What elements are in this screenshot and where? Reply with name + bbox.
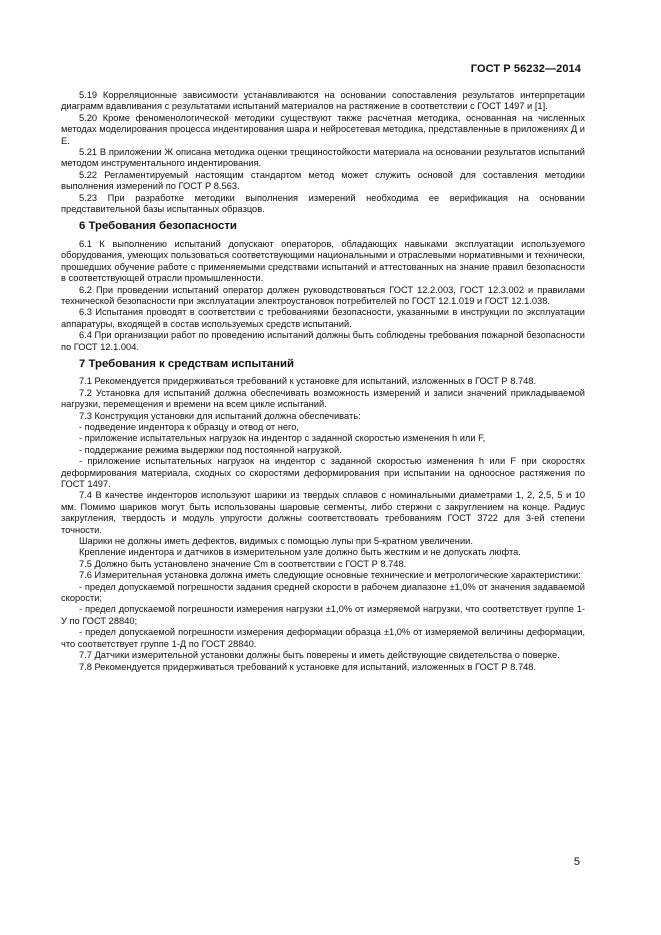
paragraph: - предел допускаемой погрешности измерения деформации образца ±1,0% от измеряемой величины деформации, что соответствует группе 1-Д по ГОСТ 28840. [61, 627, 585, 649]
standard-code-header: ГОСТ Р 56232—2014 [470, 63, 581, 75]
paragraph: 7.7 Датчики измерительной установки должны быть поверены и иметь действующие свидетельства о поверке. [79, 650, 560, 661]
paragraph: - поддержание режима выдержки под постоянной нагрузкой. [79, 444, 342, 455]
section-heading: 6 Требования безопасности [79, 220, 237, 233]
paragraph: - приложение испытательных нагрузок на индентор с заданной скоростью изменения h или F, [79, 433, 486, 444]
paragraph: 5.22 Регламентируемый настоящим стандартом метод может служить основой для составления методики выполнения измерений по ГОСТ Р 8.563. [61, 169, 585, 192]
section-heading: 7 Требования к средствам испытаний [79, 357, 295, 370]
page-number: 5 [573, 856, 580, 868]
paragraph: 5.23 При разработке методики выполнения измерений необходима ее верификация на основании представительной базы испытанных образцов. [61, 192, 585, 215]
paragraph: - предел допускаемой погрешности задания средней скорости в рабочем диапазоне ±1,0% от значения задаваемой скорости; [61, 581, 585, 604]
paragraph: 7.5 Должно быть установлено значение Cm в соответствии с ГОСТ Р 8.748. [79, 558, 407, 569]
paragraph: - предел допускаемой погрешности измерения нагрузки ±1,0% от измеряемой нагрузки, что соответствует группе 1-У по ГОСТ 28840; [61, 604, 585, 626]
paragraph: 6.4 При организации работ по проведению испытаний должны быть соблюдены требования пожарной безопасности по ГОСТ 12.1.004. [61, 330, 585, 352]
document-body [61, 90, 585, 673]
paragraph: Крепление индентора и датчиков в измерительном узле должно быть жестким и не допускать люфта. [79, 547, 521, 558]
paragraph: - приложение испытательных нагрузок на индентор с заданной скоростью изменения h или F при скоростях деформирования материала, сходных со скоростями деформирования при испытании на одноосное растяжения по ГОСТ 1497. [61, 456, 585, 489]
paragraph: 6.2 При проведении испытаний оператор должен руководствоваться ГОСТ 12.2.003, ГОСТ 12.3.002 и правилами технической безопасности при эксплуатации электроустановок потребителей по ГОСТ 12.1.019 и ГОСТ 12.1.038. [61, 284, 585, 306]
paragraph: 7.4 В качестве инденторов используют шарики из твердых сплавов с номинальными диаметрами 1, 2, 2,5, 5 и 10 мм. Помимо шариков могут быть использованы шаровые сегменты, либо стержни с закруглением на конце. Радиус закругления, твердость и модуль упругости должны соответствовать требованиям ГОСТ 3722 для 3-ей степени точности. [61, 490, 585, 535]
paragraph: 6.1 К выполнению испытаний допускают операторов, обладающих навыками эксплуатации используемого оборудования, умеющих пользоваться соответствующими национальными и отраслевыми нормативными и технически, прошедших обучение работе с применяемыми средствами испытаний и аттестованных на знание правил безопасности в соответствующей отрасли промышленности. [61, 238, 585, 284]
paragraph: 7.1 Рекомендуется придерживаться требований к установке для испытаний, изложенных в ГОСТ Р 8.748. [79, 376, 537, 387]
paragraph: 7.2 Установка для испытаний должна обеспечивать возможность измерений и записи значений прикладываемой нагрузки, перемещения и времени на всем цикле испытаний. [61, 387, 585, 410]
paragraph: 7.3 Конструкция установки для испытаний должна обеспечивать: [79, 410, 361, 421]
paragraph: 5.20 Кроме феноменологической методики существуют также расчетная методика, основанная на численных методах моделирования процесса индентирования шара и нейросетевая методика, представленные в приложениях Д и Е. [61, 112, 585, 146]
paragraph: - подведение индентора к образцу и отвод от него, [79, 421, 299, 432]
paragraph: 5.21 В приложении Ж описана методика оценки трещиностойкости материала на основании результатов испытаний методом инструментального индентирования. [61, 147, 585, 169]
paragraph: 7.8 Рекомендуется придерживаться требований к установке для испытаний, изложенных в ГОСТ Р 8.748. [79, 661, 537, 672]
paragraph: 7.6 Измерительная установка должна иметь следующие основные технические и метрологические характеристики: [79, 570, 581, 581]
paragraph: 5.19 Корреляционные зависимости устанавливаются на основании сопоставления результатов интерпретации диаграмм вдавливания с результатами испытаний материалов на растяжение в соответствии с ГОСТ 1497 и [1]. [61, 90, 585, 112]
paragraph: Шарики не должны иметь дефектов, видимых с помощью лупы при 5-кратном увеличении. [79, 536, 473, 547]
paragraph: 6.3 Испытания проводят в соответствии с требованиями безопасности, указанными в инструкции по эксплуатации аппаратуры, входящей в состав используемых средств испытаний. [61, 307, 585, 329]
